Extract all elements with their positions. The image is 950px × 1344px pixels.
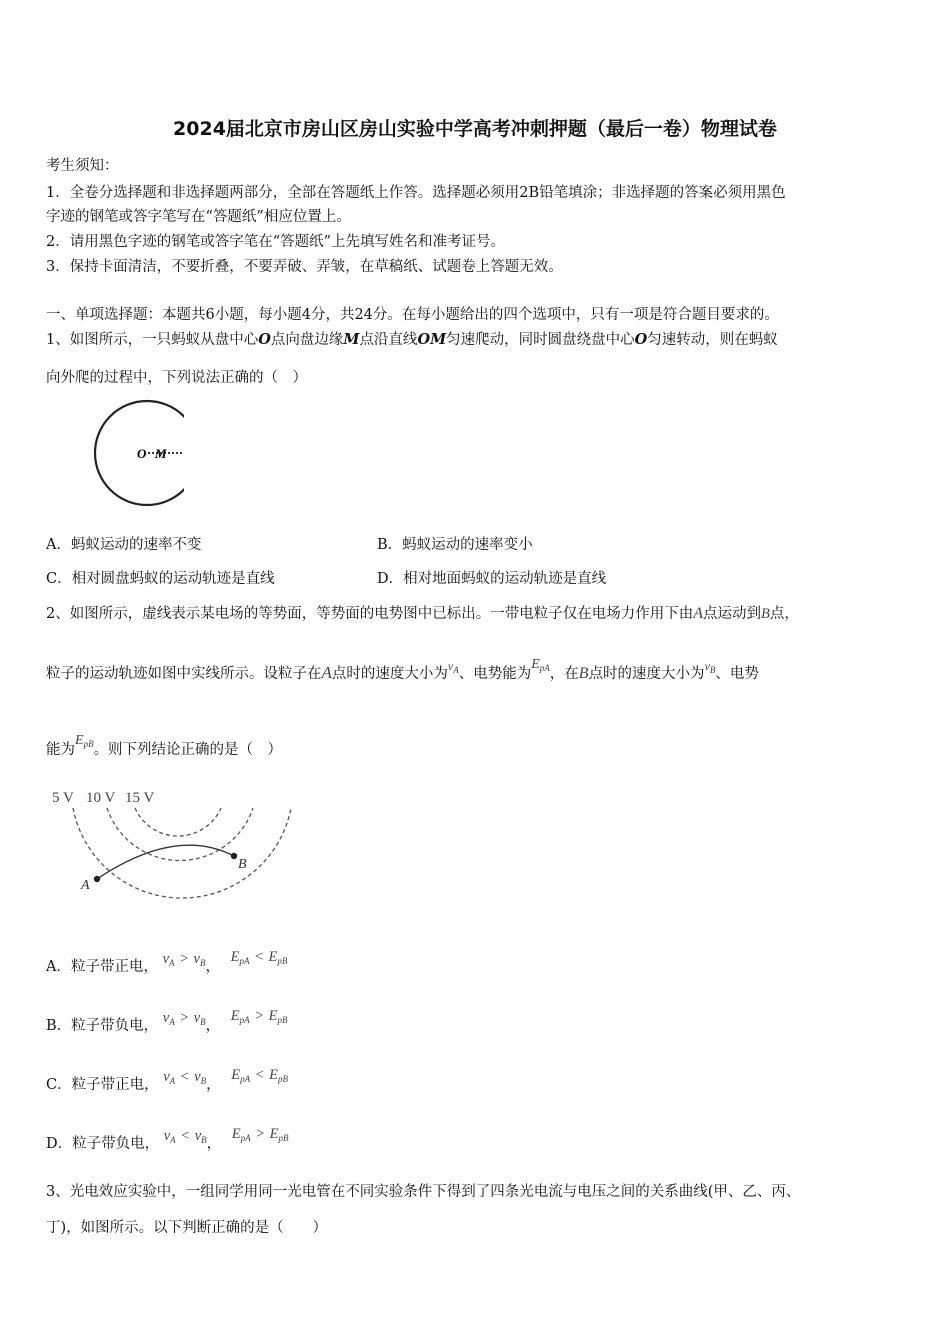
notice-item-3: 3．保持卡面清洁，不要折叠，不要弄破、弄皱，在草稿纸、试题卷上答题无效。: [46, 259, 563, 275]
q1-disk-figure: [44, 398, 184, 510]
q2-option-b[interactable]: B．粒子带负电， $v_A > v_B$， $E_{pA} > E_{pB}$: [46, 1008, 288, 1034]
fig-label-a: A: [81, 878, 90, 893]
notice-item-2: 2．请用黑色字迹的钢笔或答字笔在“答题纸”上先填写姓名和准考证号。: [46, 234, 506, 250]
page-title: 2024届北京市房山区房山实验中学高考冲刺押题（最后一卷）物理试卷: [173, 118, 777, 140]
fig-label-b: B: [238, 857, 247, 872]
q2-stem-line2: 粒子的运动轨迹如图中实线所示。设粒子在A点时的速度大小为$v_A$、电势能为$E_{pA}$，在B点时的速度大小为$v_B$、电势: [46, 657, 759, 682]
particle-trajectory: [97, 845, 234, 879]
q2-field-figure: [46, 786, 296, 920]
fig-label-5v: 5 V: [52, 790, 74, 806]
notice-item-1b: 字迹的钢笔或答字笔写在“答题纸”相应位置上。: [46, 209, 351, 225]
q2-option-a[interactable]: A．粒子带正电， $v_A > v_B$， $E_{pA} < E_{pB}$: [46, 949, 288, 975]
fig-label-m: M: [155, 446, 167, 461]
q3-stem-line1: 3、光电效应实验中，一组同学用同一光电管在不同实验条件下得到了四条光电流与电压之间的关系曲线(甲、乙、丙、: [46, 1184, 801, 1200]
notice-heading: 考生须知：: [46, 158, 119, 174]
q2-option-d[interactable]: D．粒子带负电， $v_A < v_B$， $E_{pA} > E_{pB}$: [46, 1126, 289, 1152]
point-a: [94, 876, 100, 882]
q3-stem-line2: 丁)，如图所示。以下判断正确的是（ ）: [46, 1220, 328, 1236]
fig-label-10v: 10 V: [86, 790, 116, 806]
equipotential-5v: [73, 808, 291, 898]
point-b: [231, 853, 237, 859]
notice-item-1a: 1．全卷分选择题和非选择题两部分，全部在答题纸上作答。选择题必须用2B铅笔填涂；非选择题的答案必须用黑色: [46, 185, 786, 201]
q1-option-a[interactable]: A．蚂蚁运动的速率不变: [46, 537, 202, 553]
fig-label-15v: 15 V: [125, 790, 155, 806]
q1-option-c[interactable]: C．相对圆盘蚂蚁的运动轨迹是直线: [46, 571, 275, 587]
equipotential-15v: [135, 808, 221, 836]
q2-option-c[interactable]: C．粒子带正电， $v_A < v_B$， $E_{pA} < E_{pB}$: [46, 1067, 288, 1093]
q2-stem-line3: 能为$E_{pB}$。则下列结论正确的是（ ）: [46, 733, 283, 758]
q1-stem-line1: 1、如图所示，一只蚂蚁从盘中心O点向盘边缘M点沿直线OM匀速爬动，同时圆盘绕盘中心O匀速转动，则在蚂蚁: [46, 331, 778, 348]
fig-label-o: O: [137, 446, 147, 461]
equipotential-10v: [107, 808, 253, 861]
q1-stem-line2: 向外爬的过程中，下列说法正确的（ ）: [46, 370, 307, 386]
q1-option-b[interactable]: B．蚂蚁运动的速率变小: [377, 537, 533, 553]
q1-option-d[interactable]: D．相对地面蚂蚁的运动轨迹是直线: [377, 571, 607, 587]
q2-stem-line1: 2、如图所示，虚线表示某电场的等势面，等势面的电势图中已标出。一带电粒子仅在电场力作用下由A点运动到B点，: [46, 605, 799, 622]
section-heading: 一、单项选择题：本题共6小题，每小题4分，共24分。在每小题给出的四个选项中，只有一项是符合题目要求的。: [46, 307, 779, 323]
